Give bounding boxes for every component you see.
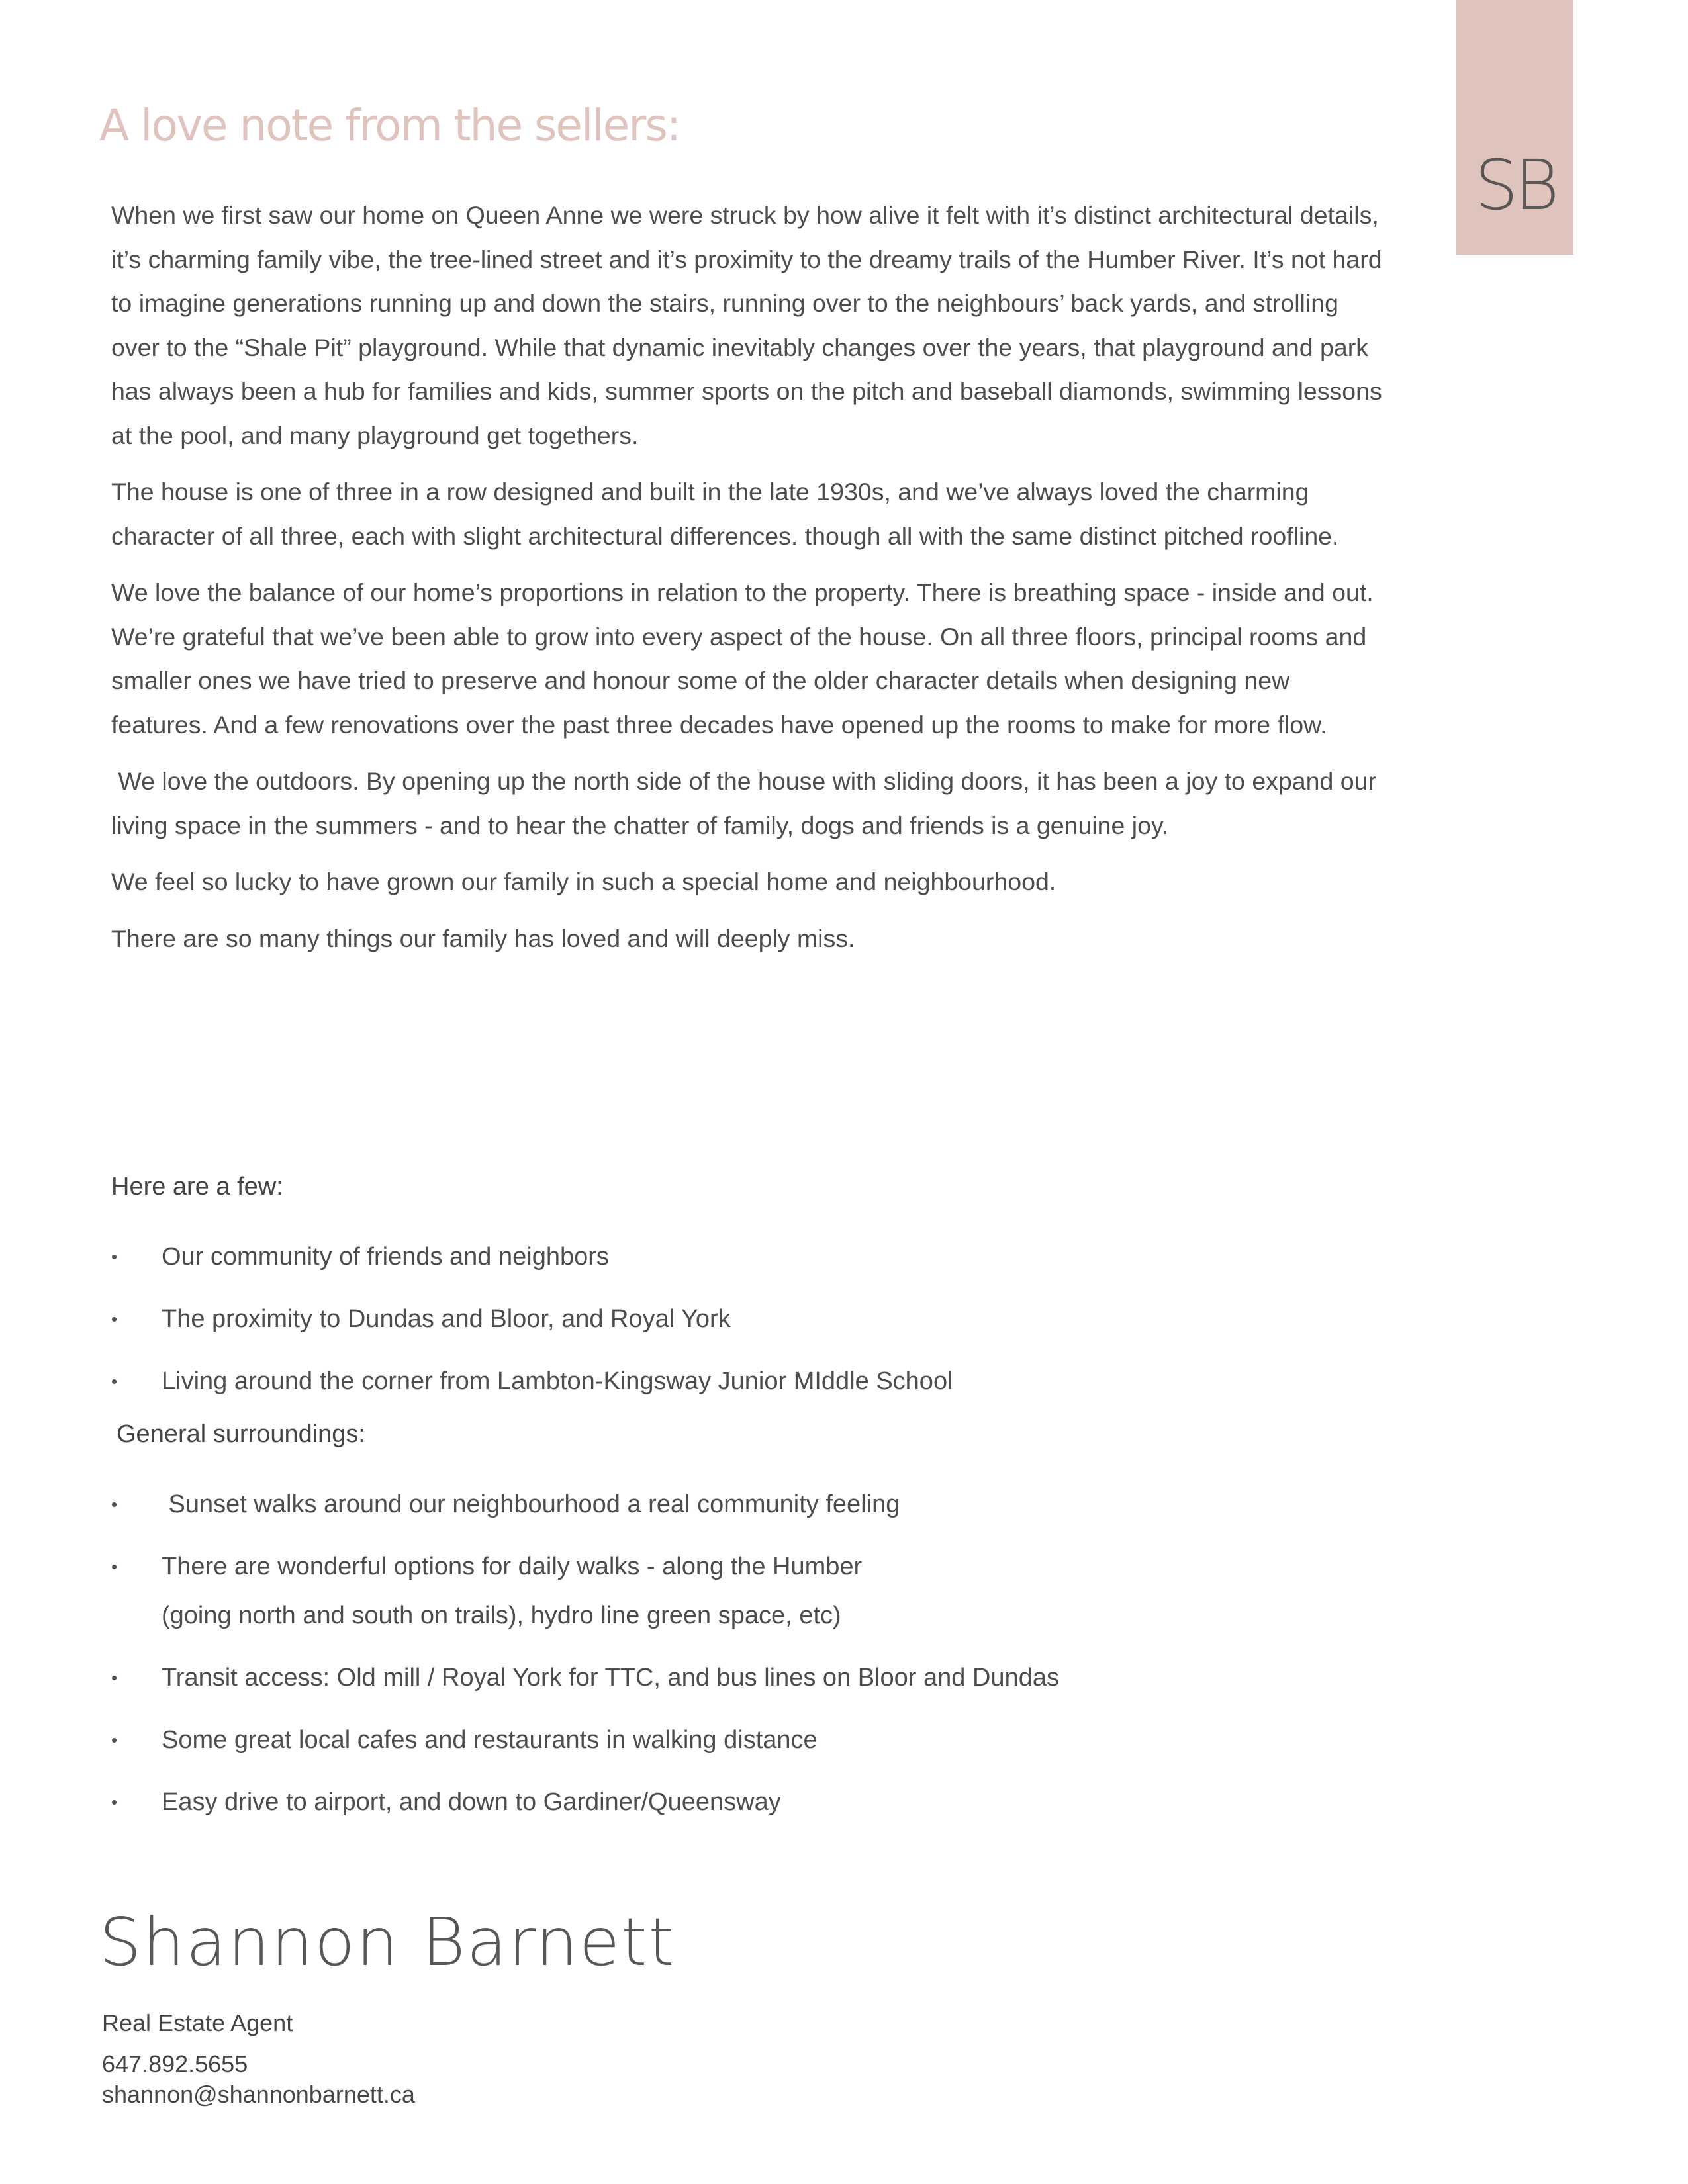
surroundings-heading: General surroundings:: [117, 1420, 365, 1448]
page-title: A love note from the sellers:: [99, 100, 680, 151]
paragraph: We feel so lucky to have grown our family in such a special home and neighbourhood.: [111, 868, 1056, 895]
list-item-text: Transit access: Old mill / Royal York for TTC, and bus lines on Bloor and Dundas: [162, 1664, 1059, 1692]
monogram-logo: SB: [1474, 145, 1556, 226]
paragraph: There are so many things our family has loved and will deeply miss.: [111, 924, 855, 952]
paragraph: We love the outdoors. By opening up the north side of the house with sliding doors, it has been a joy to expand our living space in the summers - and to hear the chatter of family, dogs and friends is a genuine joy.: [111, 767, 1383, 839]
list-item: [111, 1542, 1059, 1640]
list-item: [111, 1778, 1059, 1827]
list-item: [111, 1715, 1059, 1764]
bullet-icon: •: [111, 1371, 118, 1391]
list-item: [111, 1357, 953, 1406]
paragraph: The house is one of three in a row designed and built in the late 1930s, and we’ve always loved the charming character of all three, each with slight architectural differences. though all with the same distinct pitched roofline.: [111, 478, 1339, 550]
monogram-tab: [1456, 0, 1573, 255]
list-item-text: Easy drive to airport, and down to Gardiner/Queensway: [162, 1788, 781, 1816]
list-item-text: Living around the corner from Lambton-Kingsway Junior MIddle School: [162, 1367, 953, 1395]
list-item: [111, 1653, 1059, 1702]
list-item-continuation: (going north and south on trails), hydro line green space, etc): [162, 1602, 841, 1629]
paragraph: When we first saw our home on Queen Anne we were struck by how alive it felt with it’s distinct architectural details, it’s charming family vibe, the tree-lined street and it’s proximity to the dreamy trails of the Humber River. It’s not hard to imagine generations running up and down the stairs, running over to the neighbours’ back yards, and strolling over to the “Shale Pit” playground. While that dynamic inevitably changes over the years, that playground and park has always been a hub for families and kids, summer sports on the pitch and baseball diamonds, swimming lessons at the pool, and many playground get togethers.: [111, 201, 1382, 449]
signature-role: Real Estate Agent: [102, 2009, 293, 2036]
bullet-icon: •: [111, 1730, 118, 1750]
list-item-text: Our community of friends and neighbors: [162, 1243, 609, 1271]
list-item-text: There are wonderful options for daily walks - along the Humber: [162, 1553, 863, 1580]
bullet-icon: •: [111, 1309, 118, 1329]
list-item: [111, 1480, 1059, 1529]
list-item: [111, 1232, 953, 1281]
list-item-text: Sunset walks around our neighbourhood a real community feeling: [162, 1490, 900, 1518]
few-list: [111, 1232, 953, 1419]
signature-name: Shannon Barnett: [99, 1903, 676, 1981]
bullet-icon: •: [111, 1247, 118, 1267]
signature-email: shannon@shannonbarnett.ca: [102, 2081, 415, 2108]
bullet-icon: •: [111, 1792, 118, 1812]
signature-phone: 647.892.5655: [102, 2050, 248, 2077]
list-item-text: Some great local cafes and restaurants in walking distance: [162, 1726, 818, 1754]
bullet-icon: •: [111, 1494, 118, 1514]
bullet-icon: •: [111, 1557, 118, 1576]
surroundings-list: [111, 1480, 1059, 1840]
letter-body: [111, 193, 1389, 973]
list-item: [111, 1295, 953, 1343]
few-heading: Here are a few:: [111, 1173, 283, 1201]
bullet-icon: •: [111, 1668, 118, 1688]
list-item-text: The proximity to Dundas and Bloor, and Royal York: [162, 1305, 731, 1333]
paragraph: We love the balance of our home’s proportions in relation to the property. There is breathing space - inside and out. We’re grateful that we’ve been able to grow into every aspect of the house. On all three floors, principal rooms and smaller ones we have tried to preserve and honour some of the older character details when designing new features. And a few renovations over the past three decades have opened up the rooms to make for more flow.: [111, 578, 1374, 739]
